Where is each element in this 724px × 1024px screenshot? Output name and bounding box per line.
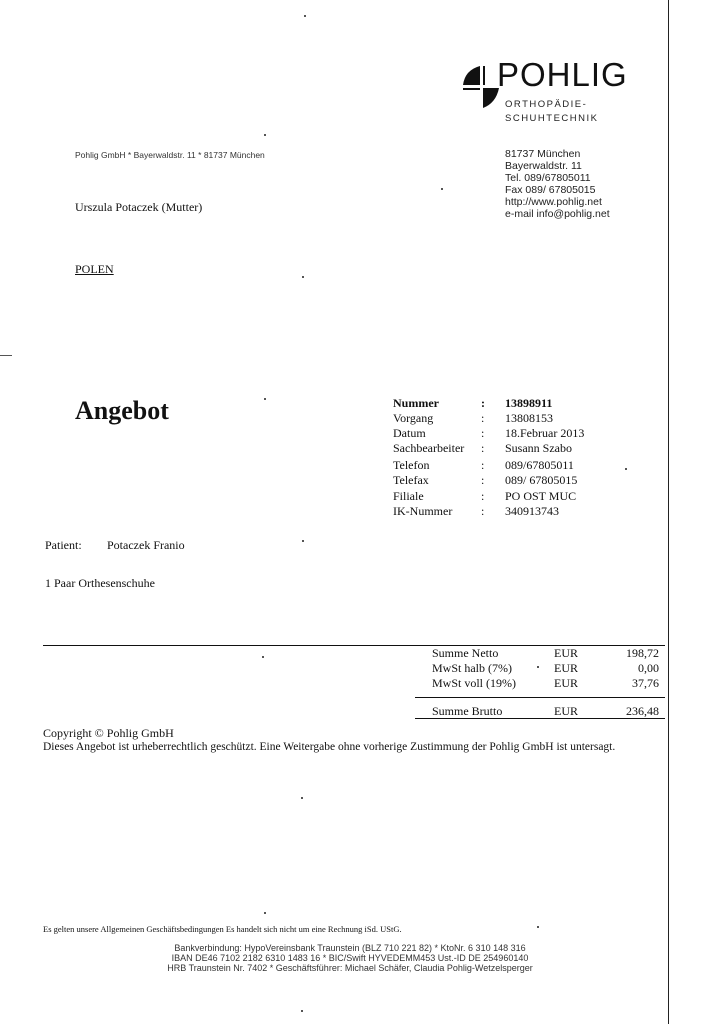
meta-colon: : (481, 426, 485, 441)
totals-row (432, 661, 659, 676)
scan-speck (262, 656, 264, 658)
scan-speck (625, 468, 627, 470)
recipient-country: POLEN (75, 262, 114, 276)
meta-colon: : (481, 396, 485, 410)
meta-label: Telefon (393, 458, 430, 473)
logo-wordmark: POHLIG (497, 56, 628, 93)
bank-line-1: Bankverbindung: HypoVereinsbank Traunstein (BLZ 710 221 82) * KtoNr. 6 310 148 316 (174, 943, 526, 953)
contact-fax: Fax 089/ 67805015 (505, 184, 596, 196)
meta-row (393, 426, 625, 441)
scan-speck (264, 398, 266, 400)
meta-label: Sachbearbeiter (393, 441, 465, 456)
meta-value: 13808153 (505, 411, 553, 426)
scan-speck (537, 926, 539, 928)
fold-mark (0, 355, 12, 356)
meta-label: Nummer (393, 396, 439, 410)
totals-label: MwSt voll (19%) (432, 676, 516, 690)
copyright-note: Dieses Angebot ist urheberrechtlich geschützt. Eine Weitergabe ohne vorherige Zustimmung der Pohlig GmbH ist untersagt. (43, 741, 616, 753)
scan-speck (441, 188, 443, 190)
patient-label: Patient: (45, 538, 82, 552)
sender-address-line: Pohlig GmbH * Bayerwaldstr. 11 * 81737 München (75, 150, 265, 160)
logo-subtitle-line2: SCHUHTECHNIK (505, 113, 599, 124)
scan-speck (264, 912, 266, 914)
pohlig-logo-icon (463, 66, 499, 108)
meta-value: PO OST MUC (505, 488, 577, 503)
meta-label: IK-Nummer (393, 503, 453, 518)
logo-subtitle-line1: ORTHOPÄDIE- (505, 99, 588, 110)
meta-row (393, 458, 625, 473)
meta-row (393, 489, 625, 504)
gross-total-row (432, 704, 659, 719)
totals-row (432, 676, 659, 691)
meta-value: 089/ 67805015 (505, 473, 578, 488)
line-item: 1 Paar Orthesenschuhe (45, 576, 155, 590)
contact-city: 81737 München (505, 148, 581, 160)
meta-colon: : (481, 441, 485, 456)
meta-colon: : (481, 411, 485, 426)
meta-row (393, 473, 625, 488)
scan-speck (301, 797, 303, 799)
bank-line-2: IBAN DE46 7102 2182 6310 1483 16 * BIC/Swift HYVEDEMM453 Ust.-ID DE 254960140 (171, 953, 529, 963)
offer-meta-table (393, 396, 625, 519)
meta-value: 13898911 (505, 396, 553, 410)
patient-name: Potaczek Franio (107, 538, 185, 552)
bank-line-3: HRB Traunstein Nr. 7402 * Geschäftsführer: Michael Schäfer, Claudia Pohlig-Wetzelsperger (167, 963, 533, 973)
totals-amount: 0,00 (638, 661, 659, 675)
meta-label: Telefax (393, 473, 429, 488)
totals-currency: EUR (554, 676, 578, 690)
company-contact-block (505, 148, 610, 220)
meta-label: Datum (393, 426, 426, 441)
page-edge-line (668, 0, 669, 1024)
gross-currency: EUR (554, 704, 578, 718)
meta-row (393, 504, 625, 519)
gross-amount: 236,48 (626, 704, 659, 718)
contact-street: Bayerwaldstr. 11 (505, 160, 582, 172)
scan-speck (302, 540, 304, 542)
meta-row (393, 411, 625, 426)
gross-divider (415, 697, 665, 698)
totals-currency: EUR (554, 646, 578, 660)
meta-colon: : (481, 488, 485, 503)
meta-value: Susann Szabo (505, 441, 572, 456)
gross-label: Summe Brutto (432, 704, 503, 718)
meta-colon: : (481, 503, 485, 518)
terms-line: Es gelten unsere Allgemeinen Geschäftsbedingungen Es handelt sich nicht um eine Rechnung iSd. UStG. (43, 924, 402, 934)
scan-speck (301, 1010, 303, 1012)
contact-tel: Tel. 089/67805011 (505, 172, 591, 184)
totals-currency: EUR (554, 661, 578, 675)
totals-amount: 198,72 (626, 646, 659, 660)
gross-underline (415, 718, 665, 719)
document-title: Angebot (75, 396, 169, 425)
totals-amount: 37,76 (632, 676, 659, 690)
meta-value: 089/67805011 (505, 458, 574, 473)
scan-speck (302, 276, 304, 278)
contact-web: http://www.pohlig.net (505, 196, 602, 208)
scan-speck (537, 666, 539, 668)
totals-label: MwSt halb (7%) (432, 661, 512, 675)
totals-row (432, 646, 659, 661)
totals-label: Summe Netto (432, 646, 499, 660)
meta-value: 18.Februar 2013 (505, 426, 585, 441)
scan-speck (264, 134, 266, 136)
scan-speck (304, 15, 306, 17)
meta-row (393, 396, 625, 411)
meta-label: Vorgang (393, 411, 434, 426)
meta-colon: : (481, 458, 485, 473)
meta-label: Filiale (393, 488, 424, 503)
meta-row (393, 441, 625, 456)
meta-colon: : (481, 473, 485, 488)
copyright-line: Copyright © Pohlig GmbH (43, 726, 174, 740)
recipient-name: Urszula Potaczek (Mutter) (75, 200, 203, 214)
meta-value: 340913743 (505, 503, 559, 518)
contact-email: e-mail info@pohlig.net (505, 208, 610, 220)
